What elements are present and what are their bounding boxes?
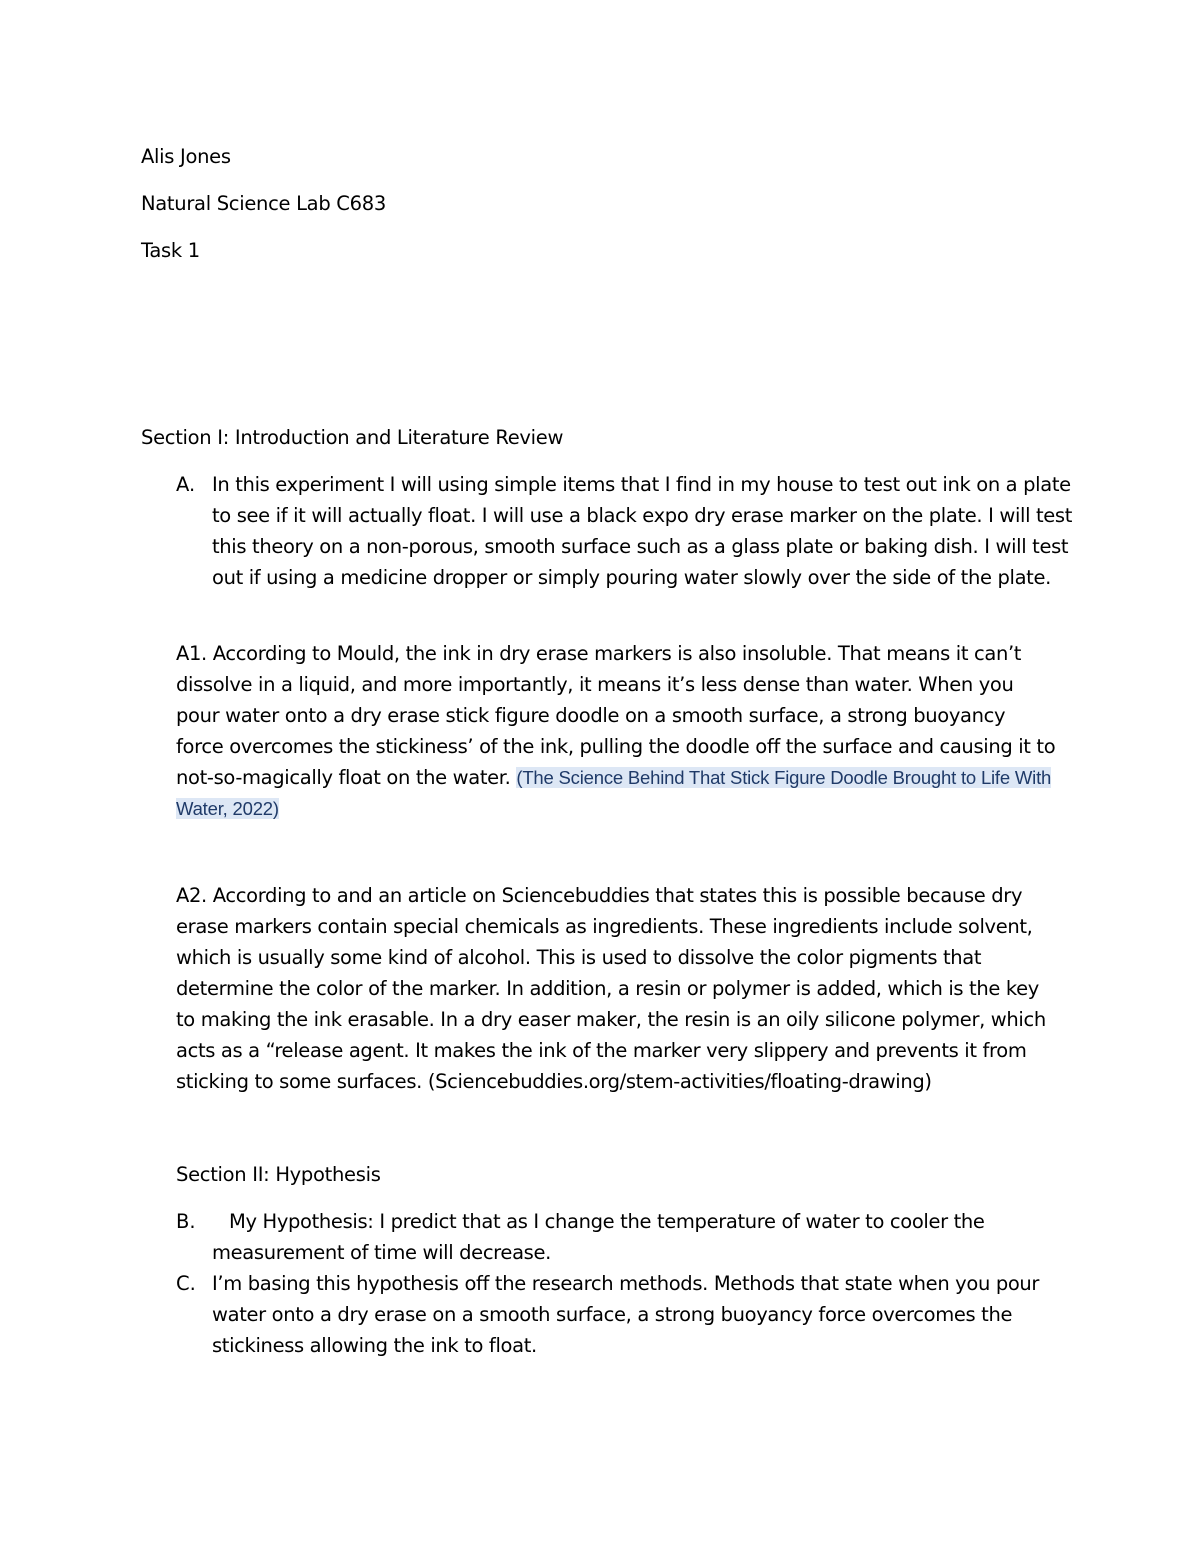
item-c-text: I’m basing this hypothesis off the research methods. Methods that state when you pour water onto a dry erase on a smooth surface, a strong buoyancy force overcomes the stickiness allowing the ink to float.	[212, 1272, 1040, 1357]
section-1-heading: Section I: Introduction and Literature Review	[141, 426, 564, 449]
section-2-heading: Section II: Hypothesis	[176, 1163, 381, 1186]
course-title: Natural Science Lab C683	[141, 192, 386, 215]
item-a-text: In this experiment I will using simple items that I find in my house to test out ink on a plate to see if it will actually float. I will use a black expo dry erase marker on the plate. I will test this theory on a non-porous, smooth surface such as a glass plate or baking dish. I will test out if using a medicine dropper or simply pouring water slowly over the side of the plate.	[212, 473, 1073, 589]
item-b-marker: B.	[176, 1210, 196, 1233]
item-c-marker: C.	[176, 1272, 196, 1295]
paragraph-a1-citation: (The Science Behind That Stick Figure Doodle Brought to Life With Water, 2022)	[176, 767, 1052, 819]
task-label: Task 1	[141, 239, 200, 262]
author-name: Alis Jones	[141, 145, 231, 168]
paragraph-a1	[176, 638, 1056, 824]
item-a-marker: A.	[176, 473, 196, 496]
paragraph-a2: A2. According to and an article on Sciencebuddies that states this is possible because dry erase markers contain special chemicals as ingredients. These ingredients include solvent, which is usually some kind of alcohol. This is used to dissolve the color pigments that determine the color of the marker. In addition, a resin or polymer is added, which is the key to making the ink erasable. In a dry easer maker, the resin is an oily silicone polymer, which acts as a “release agent. It makes the ink of the marker very slippery and prevents it from sticking to some surfaces. (Sciencebuddies.org/stem-activities/floating-drawing)	[176, 884, 1046, 1093]
item-b-text: My Hypothesis: I predict that as I change the temperature of water to cooler the measurement of time will decrease.	[212, 1210, 985, 1264]
paragraph-a1-text: A1. According to Mould, the ink in dry erase markers is also insoluble. That means it can’t dissolve in a liquid, and more importantly, it means it’s less dense than water. When you pour water onto a dry erase stick figure doodle on a smooth surface, a strong buoyancy force overcomes the stickiness’ of the ink, pulling the doodle off the surface and causing it to not-so-magically float on the water.	[176, 642, 1056, 789]
